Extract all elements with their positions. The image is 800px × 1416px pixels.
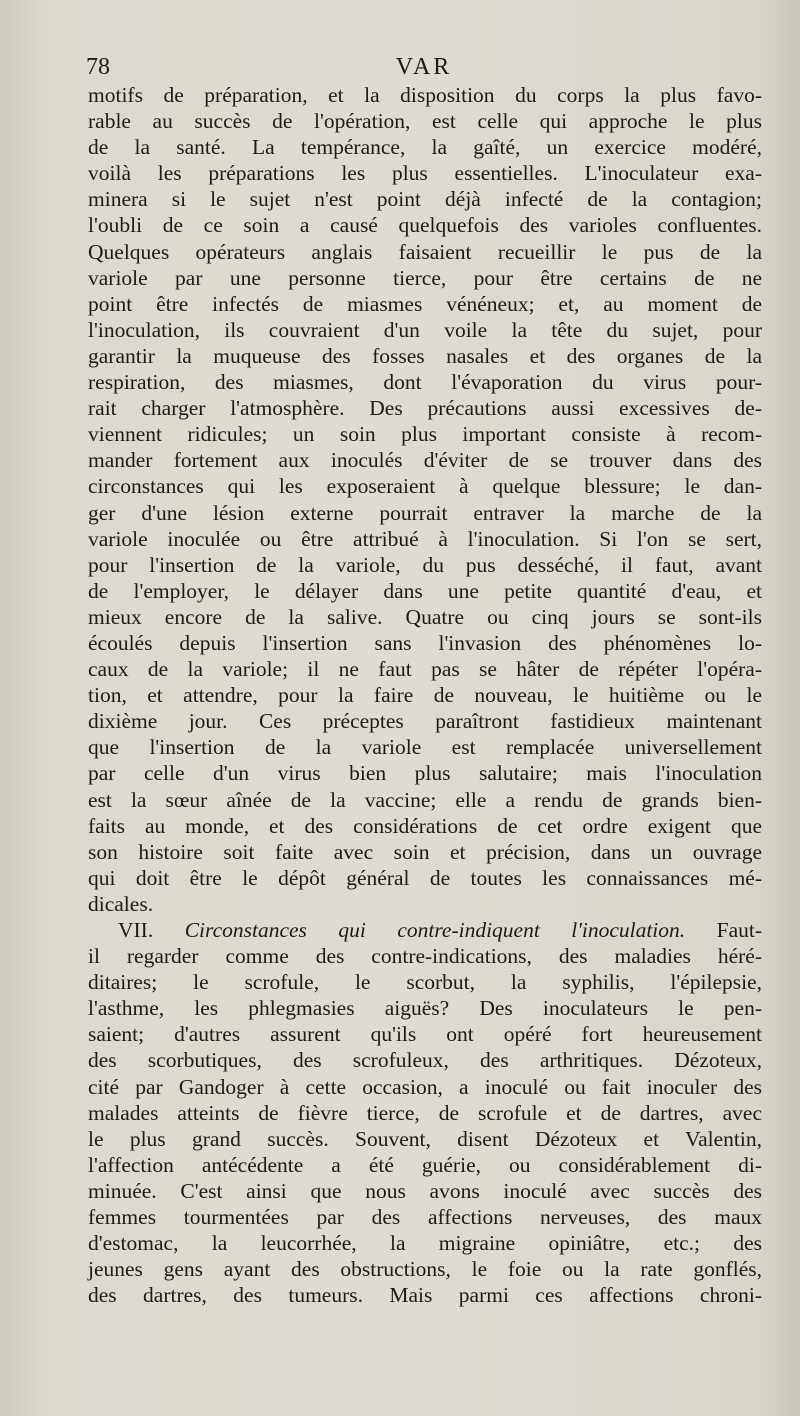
text-line: son histoire soit faite avec soin et précision, dans un ouvrage (88, 839, 762, 864)
text-line: variole par une personne tierce, pour être certains de ne (88, 265, 762, 290)
text-line: l'oubli de ce soin a causé quelquefois des varioles confluentes. (88, 213, 762, 238)
text-line: dicales. (88, 891, 154, 916)
text-line: l'inoculation, ils couvraient d'un voile la tête du sujet, pour (88, 317, 762, 342)
text-line: respiration, des miasmes, dont l'évaporation du virus pour- (88, 370, 762, 395)
section-first-line-rest: Faut- (716, 918, 763, 942)
text-line: Quelques opérateurs anglais faisaient recueillir le pus de la (88, 239, 762, 264)
text-line: par celle d'un virus bien plus salutaire; mais l'inoculation (88, 761, 762, 786)
text-line: rait charger l'atmosphère. Des précautions aussi excessives de- (88, 396, 762, 421)
text-line: de l'employer, le délayer dans une petite quantité d'eau, et (88, 578, 762, 603)
text-line: des scorbutiques, des scrofuleux, des arthritiques. Dézoteux, (88, 1048, 762, 1073)
text-line: caux de la variole; il ne faut pas se hâter de répéter l'opéra- (88, 657, 762, 682)
text-line: saient; d'autres assurent qu'ils ont opéré fort heureusement (88, 1022, 762, 1047)
text-line: qui doit être le dépôt général de toutes les connaissances mé- (88, 865, 762, 890)
text-line: minera si le sujet n'est point déjà infecté de la contagion; (88, 187, 762, 212)
paragraph-contraindications (88, 943, 762, 1308)
text-line: que l'insertion de la variole est remplacée universellement (88, 735, 762, 760)
text-line: jeunes gens ayant des obstructions, le foie ou la rate gonflés, (88, 1257, 762, 1282)
running-head: VAR (395, 54, 453, 80)
text-line: point être infectés de miasmes vénéneux; et, au moment de (88, 291, 762, 316)
text-line: cité par Gandoger à cette occasion, a inoculé ou fait inoculer des (88, 1074, 762, 1099)
text-line: motifs de préparation, et la disposition du corps la plus favo- (88, 83, 762, 107)
text-line: est la sœur aînée de la vaccine; elle a rendu de grands bien- (88, 787, 762, 812)
section-number: VII. (118, 918, 154, 942)
section-heading-line (88, 917, 762, 943)
text-line: viennent ridicules; un soin plus important consiste à recom- (88, 422, 762, 447)
text-line: le plus grand succès. Souvent, disent Dézoteux et Valentin, (88, 1126, 762, 1151)
text-line: écoulés depuis l'insertion sans l'invasion des phénomènes lo- (88, 630, 762, 655)
text-line: femmes tourmentées par des affections nerveuses, des maux (88, 1205, 762, 1230)
text-line: de la santé. La tempérance, la gaîté, un exercice modéré, (88, 135, 762, 160)
text-line: garantir la muqueuse des fosses nasales et des organes de la (88, 343, 762, 368)
text-line: rable au succès de l'opération, est celle qui approche le plus (88, 109, 762, 134)
text-line: ditaires; le scrofule, le scorbut, la syphilis, l'épilepsie, (88, 970, 762, 995)
paragraph-preparation (88, 82, 762, 917)
text-line: malades atteints de fièvre tierce, de scrofule et de dartres, avec (88, 1100, 762, 1125)
text-line: circonstances qui les exposeraient à quelque blessure; le dan- (88, 474, 762, 499)
text-line: mander fortement aux inoculés d'éviter de se trouver dans des (88, 448, 762, 473)
text-line: il regarder comme des contre-indications, des maladies héré- (88, 944, 762, 969)
text-line: mieux encore de la salive. Quatre ou cinq jours se sont-ils (88, 604, 762, 629)
page-header (86, 50, 762, 84)
text-line: dixième jour. Ces préceptes paraîtront fastidieux maintenant (88, 709, 762, 734)
text-line: minuée. C'est ainsi que nous avons inoculé avec succès des (88, 1178, 762, 1203)
text-line: l'asthme, les phlegmasies aiguës? Des inoculateurs le pen- (88, 996, 762, 1021)
text-line: variole inoculée ou être attribué à l'inoculation. Si l'on se sert, (88, 526, 762, 551)
text-line: ger d'une lésion externe pourrait entraver la marche de la (88, 500, 762, 525)
text-line: l'affection antécédente a été guérie, ou considérablement di- (88, 1152, 762, 1177)
text-line: tion, et attendre, pour la faire de nouveau, le huitième ou le (88, 683, 762, 708)
text-line: d'estomac, la leucorrhée, la migraine opiniâtre, etc.; des (88, 1231, 762, 1256)
body-text (88, 82, 762, 1308)
text-line: pour l'insertion de la variole, du pus desséché, il faut, avant (88, 552, 762, 577)
text-line: faits au monde, et des considérations de cet ordre exigent que (88, 813, 762, 838)
section-title: Circonstances qui contre-indiquent l'inoculation. (184, 918, 686, 942)
text-line: voilà les préparations les plus essentielles. L'inoculateur exa- (88, 161, 762, 186)
page-number: 78 (86, 54, 110, 80)
text-line: des dartres, des tumeurs. Mais parmi ces affections chroni- (88, 1283, 762, 1308)
